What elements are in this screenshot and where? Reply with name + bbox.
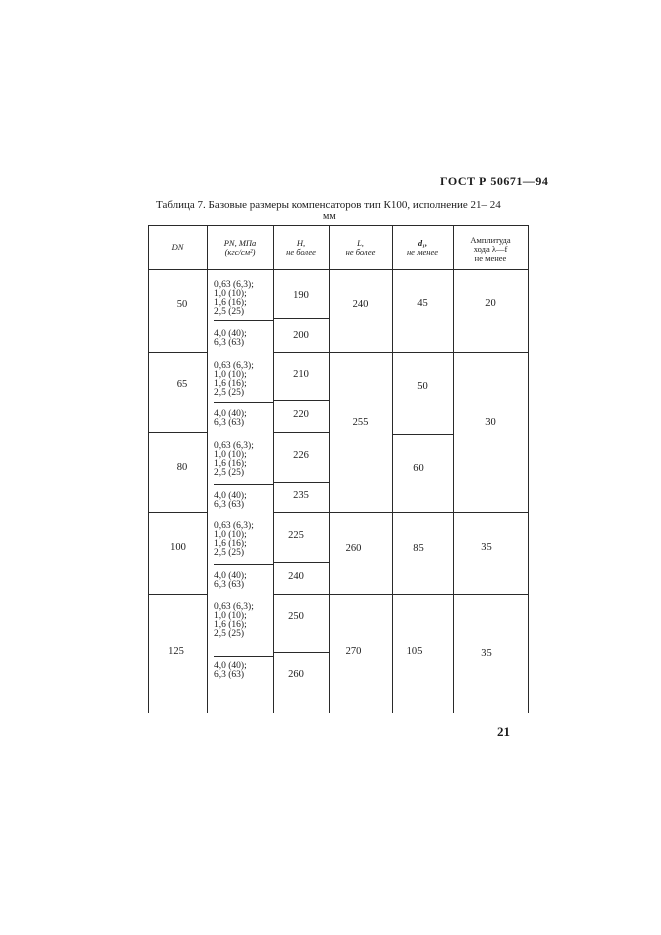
header-d-label: d₁, xyxy=(417,238,428,248)
header-amplitude xyxy=(453,236,528,263)
col-line-6 xyxy=(528,225,529,713)
d-value: 50 xyxy=(417,381,428,392)
amplitude-value: 35 xyxy=(481,648,492,659)
header-l xyxy=(329,239,392,257)
sep-pn xyxy=(214,656,273,657)
pn-group-high xyxy=(214,410,274,428)
header-h-sub: не более xyxy=(286,247,316,257)
pn-line: 1,0 (10); xyxy=(214,289,247,299)
pn-group-high xyxy=(214,330,274,348)
header-d xyxy=(392,239,453,257)
sep-pn xyxy=(214,320,273,321)
pn-line: 2,5 (25) xyxy=(214,629,245,639)
pn-group-low xyxy=(214,362,274,398)
sep-h xyxy=(273,562,329,563)
pn-line: 1,0 (10); xyxy=(214,450,247,460)
sep-h xyxy=(273,352,329,353)
l-value: 255 xyxy=(352,417,369,428)
header-l-label: L, xyxy=(357,238,364,248)
sep-l xyxy=(329,512,392,513)
sep-d xyxy=(392,512,453,513)
h-value: 240 xyxy=(288,571,304,582)
sep-dn-80-100 xyxy=(148,512,207,513)
pn-line: 4,0 (40); xyxy=(214,409,247,419)
l-value: 260 xyxy=(345,543,362,554)
pn-line: 0,63 (6,3); xyxy=(214,441,254,451)
pn-line: 1,6 (16); xyxy=(214,298,247,308)
col-line-0 xyxy=(148,225,149,713)
pn-line: 0,63 (6,3); xyxy=(214,361,254,371)
h-value: 235 xyxy=(293,490,309,501)
pn-line: 6,3 (63) xyxy=(214,418,245,428)
pn-group-low xyxy=(214,603,274,639)
pn-line: 6,3 (63) xyxy=(214,580,245,590)
sep-dn-65-80 xyxy=(148,432,207,433)
sep-h xyxy=(273,482,329,483)
pn-line: 6,3 (63) xyxy=(214,500,245,510)
pn-line: 6,3 (63) xyxy=(214,338,245,348)
pn-line: 1,6 (16); xyxy=(214,620,247,630)
header-amp-line3: не менее xyxy=(474,253,507,263)
pn-line: 4,0 (40); xyxy=(214,329,247,339)
header-amp-line1: Амплитуда xyxy=(470,235,511,245)
pn-line: 0,63 (6,3); xyxy=(214,602,254,612)
h-value: 190 xyxy=(293,290,309,301)
sep-d xyxy=(392,352,453,353)
pn-group-low xyxy=(214,442,274,478)
h-value: 225 xyxy=(288,530,304,541)
l-value: 240 xyxy=(352,299,369,310)
d-value: 105 xyxy=(406,646,423,657)
amplitude-value: 20 xyxy=(485,298,496,309)
pn-line: 0,63 (6,3); xyxy=(214,280,254,290)
sep-h xyxy=(273,594,329,595)
header-pn-unit: (кгс/см²) xyxy=(224,247,256,257)
h-value: 200 xyxy=(293,330,309,341)
sep-h xyxy=(273,512,329,513)
sep-h xyxy=(273,652,329,653)
pn-line: 1,0 (10); xyxy=(214,370,247,380)
sep-dn-100-125 xyxy=(148,594,207,595)
pn-line: 4,0 (40); xyxy=(214,491,247,501)
header-bottom-border xyxy=(148,269,528,270)
header-h xyxy=(273,239,329,257)
sep-d xyxy=(392,434,453,435)
sep-dn-50-65 xyxy=(148,352,207,353)
pn-group-high xyxy=(214,572,274,590)
l-value: 270 xyxy=(345,646,362,657)
page-number: 21 xyxy=(497,724,510,739)
sep-h xyxy=(273,318,329,319)
pn-line: 6,3 (63) xyxy=(214,670,245,680)
dn-value: 125 xyxy=(168,646,184,657)
pn-line: 1,6 (16); xyxy=(214,379,247,389)
sep-l xyxy=(329,352,392,353)
pn-group-low xyxy=(214,281,274,317)
sep-pn xyxy=(214,564,273,565)
h-value: 260 xyxy=(288,669,304,680)
pn-line: 1,0 (10); xyxy=(214,611,247,621)
pn-group-high xyxy=(214,492,274,510)
pn-line: 2,5 (25) xyxy=(214,468,245,478)
header-h-label: H, xyxy=(296,238,306,248)
amplitude-value: 30 xyxy=(485,417,496,428)
sep-d xyxy=(392,594,453,595)
h-value: 220 xyxy=(293,409,309,420)
sep-amp xyxy=(453,594,528,595)
table-caption: Таблица 7. Базовые размеры компенсаторов тип К100, исполнение 21– 24 xyxy=(156,199,501,211)
sep-h xyxy=(273,432,329,433)
header-l-sub: не более xyxy=(345,247,376,257)
header-dn: DN xyxy=(171,242,184,252)
pn-line: 2,5 (25) xyxy=(214,388,245,398)
dn-value: 65 xyxy=(176,379,188,390)
h-value: 250 xyxy=(288,611,304,622)
pn-line: 1,6 (16); xyxy=(214,459,247,469)
dn-value: 50 xyxy=(176,299,188,310)
unit-label: мм xyxy=(323,211,336,222)
pn-line: 0,63 (6,3); xyxy=(214,521,254,531)
h-value: 226 xyxy=(293,450,309,461)
d-value: 45 xyxy=(417,298,428,309)
pn-group-low xyxy=(214,522,274,558)
pn-group-high xyxy=(214,662,274,680)
sep-amp xyxy=(453,352,528,353)
sep-amp xyxy=(453,512,528,513)
pn-line: 4,0 (40); xyxy=(214,571,247,581)
pn-line: 1,6 (16); xyxy=(214,539,247,549)
sep-pn xyxy=(214,484,273,485)
standard-designation: ГОСТ Р 50671—94 xyxy=(440,174,549,188)
dn-value: 80 xyxy=(176,462,188,473)
pn-line: 1,0 (10); xyxy=(214,530,247,540)
table-top-border xyxy=(148,225,528,226)
sep-l xyxy=(329,594,392,595)
dn-value: 100 xyxy=(170,542,186,553)
header-pn xyxy=(207,239,273,257)
pn-line: 4,0 (40); xyxy=(214,661,247,671)
sep-h xyxy=(273,400,329,401)
amplitude-value: 35 xyxy=(481,542,492,553)
d-value: 60 xyxy=(413,463,424,474)
pn-line: 2,5 (25) xyxy=(214,548,245,558)
sep-pn xyxy=(214,402,273,403)
pn-line: 2,5 (25) xyxy=(214,307,245,317)
d-value: 85 xyxy=(413,543,424,554)
header-amp-line2: хода λ—f xyxy=(473,244,508,254)
header-pn-label: PN, МПа xyxy=(223,238,257,248)
header-d-sub: не менее xyxy=(406,247,439,257)
h-value: 210 xyxy=(293,369,309,380)
